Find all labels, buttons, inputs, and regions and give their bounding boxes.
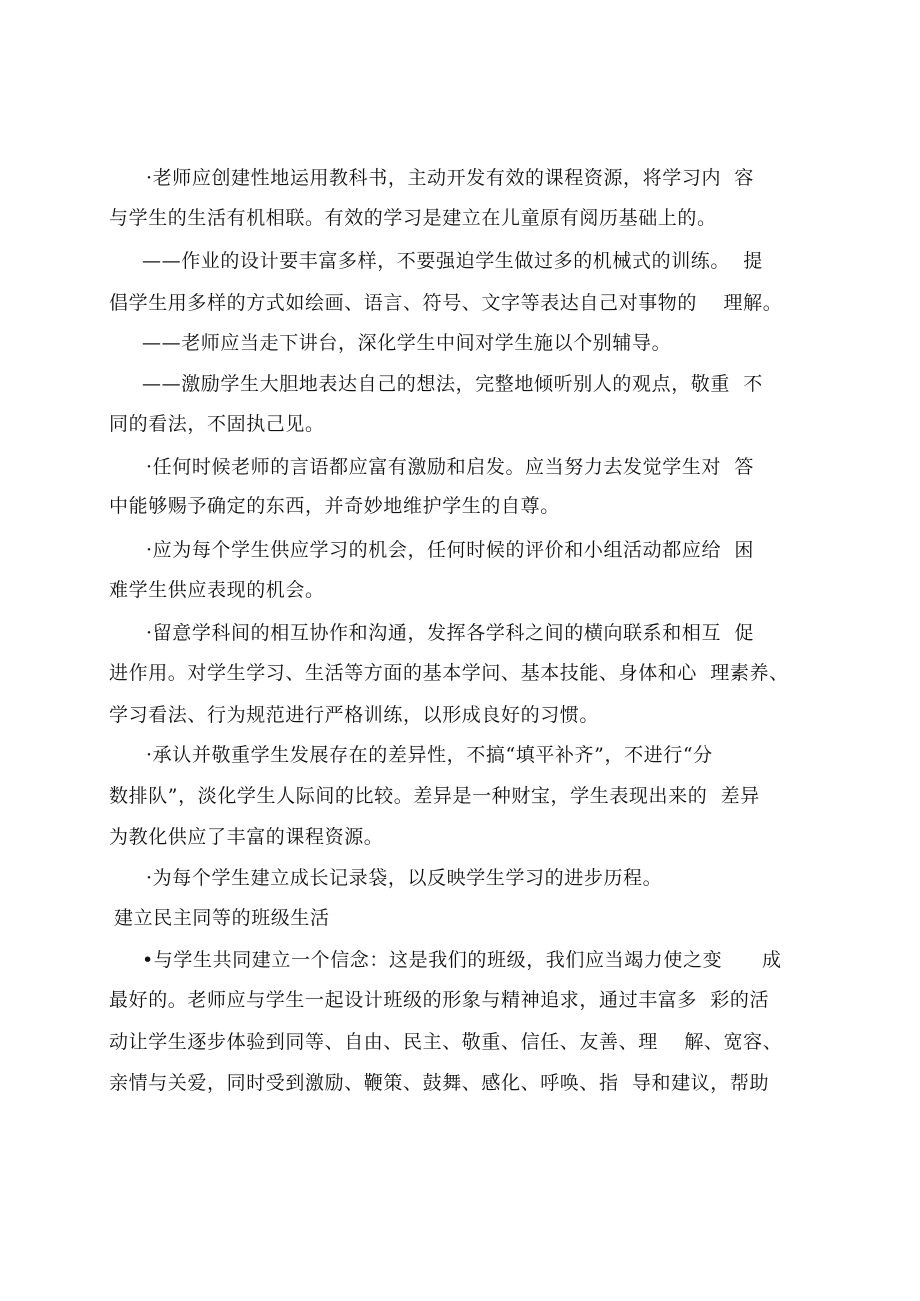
bullet-paragraph-4-line-2: 进作用。对学生学习、生活等方面的基本学问、基本技能、身体和心 理素养、 <box>109 662 789 684</box>
bullet-paragraph-3-line-2: 难学生供应表现的机会。 <box>109 579 325 601</box>
bullet-paragraph-6-line-1: ·为每个学生建立成长记录袋，以反映学生学习的进步历程。 <box>146 867 663 889</box>
bullet-paragraph-3-line-1: ·应为每个学生供应学习的机会，任何时候的评价和小组活动都应给 困 <box>146 539 754 561</box>
bullet-paragraph-4-line-1: ·留意学科间的相互协作和沟通，发挥各学科之间的横向联系和相互 促 <box>146 622 754 644</box>
dash-paragraph-1-line-2: 倡学生用多样的方式如绘画、语言、符号、文字等表达自己对事物的 理解。 <box>109 292 783 314</box>
bullet-paragraph-5-line-3: 为教化供应了丰富的课程资源。 <box>109 826 384 848</box>
dash-paragraph-1-line-1: ——作业的设计要丰富多样，不要强迫学生做过多的机械式的训练。 提 <box>142 250 763 272</box>
bullet-paragraph-7-line-2: 最好的。老师应与学生一起设计班级的形象与精神追求，通过丰富多 彩的活 <box>109 989 770 1011</box>
bullet-paragraph-2-line-1: ·任何时候老师的言语都应富有激励和启发。应当努力去发觉学生对 答 <box>146 456 754 478</box>
bullet-paragraph-1-line-2: 与学生的生活有机相联。有效的学习是建立在儿童原有阅历基础上的。 <box>109 207 717 229</box>
bullet-paragraph-5-line-1: ·承认并敬重学生发展存在的差异性，不搞“填平补齐”，不进行“分 <box>146 744 713 766</box>
bullet-paragraph-5-line-2: 数排队”，淡化学生人际间的比较。差异是一种财宝，学生表现出来的 差异 <box>109 785 760 807</box>
bullet-paragraph-2-line-2: 中能够赐予确定的东西，并奇妙地维护学生的自尊。 <box>109 495 560 517</box>
dash-paragraph-2-line-1: ——老师应当走下讲台，深化学生中间对学生施以个别辅导。 <box>142 332 672 354</box>
bullet-paragraph-7-line-3: 动让学生逐步体验到同等、自由、民主、敬重、信任、友善、理 解、宽容、 <box>109 1031 783 1053</box>
bullet-paragraph-7-line-4: 亲情与关爱，同时受到激励、鞭策、鼓舞、感化、呼唤、指 导和建议，帮助 <box>109 1072 770 1094</box>
dash-paragraph-3-line-2: 同的看法，不固执己见。 <box>109 413 325 435</box>
bullet-paragraph-7-line-1: •与学生共同建立一个信念：这是我们的班级，我们应当竭力使之变 成 <box>142 949 782 971</box>
bullet-paragraph-4-line-3: 学习看法、行为规范进行严格训练，以形成良好的习惯。 <box>109 704 600 726</box>
section-heading: 建立民主同等的班级生活 <box>114 907 330 929</box>
bullet-paragraph-1-line-1: ·老师应创建性地运用教科书，主动开发有效的课程资源，将学习内 容 <box>146 167 754 189</box>
dash-paragraph-3-line-1: ——激励学生大胆地表达自己的想法，完整地倾听别人的观点，敬重 不 <box>142 373 763 395</box>
